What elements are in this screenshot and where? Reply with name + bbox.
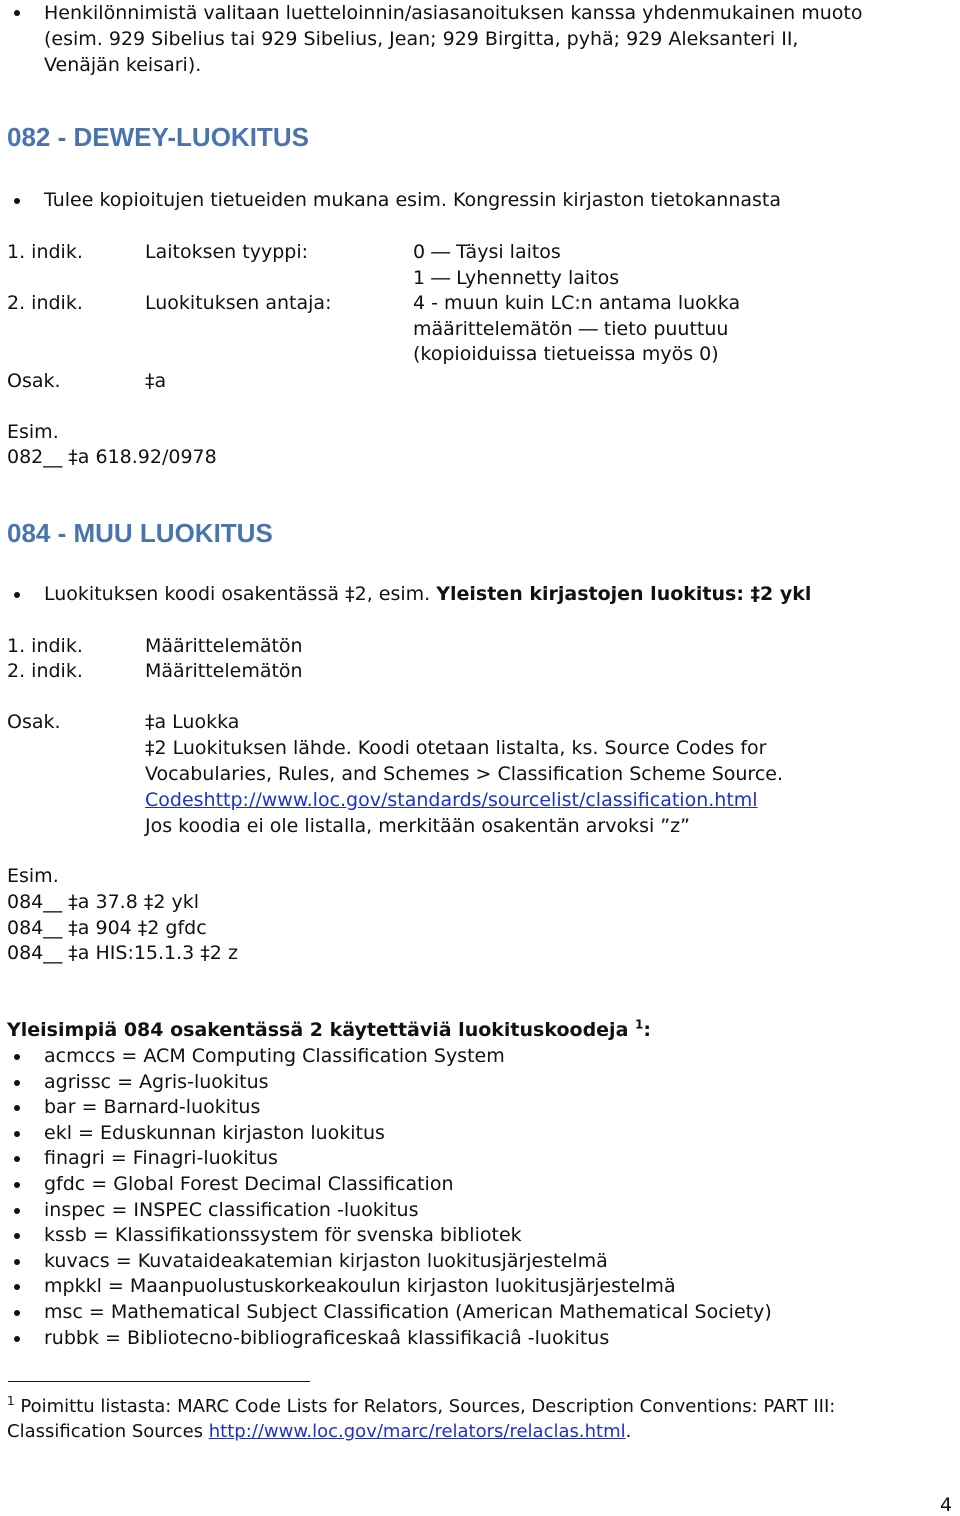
section-084-bullet — [44, 583, 811, 605]
codes-heading-text: Yleisimpiä 084 osakentässä 2 käytettäviä luokituskoodeja — [7, 1019, 629, 1041]
indicator-1-value-1: 0 ― Täysi laitos — [413, 241, 561, 263]
osak-line-1: ‡a Luokka — [145, 711, 240, 733]
indicator-2-title: Luokituksen antaja: — [145, 292, 332, 314]
indicator-1-label: 1. indik. — [7, 241, 83, 263]
list-bullet — [14, 1054, 20, 1060]
code-list-item: bar = Barnard-luokitus — [44, 1096, 261, 1118]
indicator-2-label: 2. indik. — [7, 660, 83, 682]
section-084-bullet-text: Luokituksen koodi osakentässä ‡2, esim. — [44, 583, 437, 605]
intro-line-2: (esim. 929 Sibelius tai 929 Sibelius, Jean; 929 Birgitta, pyhä; 929 Aleksanteri II, — [44, 28, 799, 50]
list-bullet — [14, 592, 20, 598]
osak-line-3: Vocabularies, Rules, and Schemes > Classification Scheme Source. — [145, 763, 784, 785]
example-line: 084__ ‡a HIS:15.1.3 ‡2 z — [7, 942, 238, 964]
codes-heading — [7, 1019, 651, 1041]
list-bullet — [14, 1080, 20, 1086]
list-bullet — [14, 1208, 20, 1214]
intro-line-3: Venäjän keisari). — [44, 54, 202, 76]
code-list-item: kuvacs = Kuvataideakatemian kirjaston luokitusjärjestelmä — [44, 1250, 608, 1272]
indicator-2-value-2: määrittelemätön ― tieto puuttuu — [413, 318, 729, 340]
example-line: 084__ ‡a 37.8 ‡2 ykl — [7, 891, 199, 913]
indicator-1-title: Laitoksen tyyppi: — [145, 241, 308, 263]
list-bullet — [14, 1233, 20, 1239]
list-bullet — [14, 1259, 20, 1265]
indicator-1-value-2: 1 ― Lyhennetty laitos — [413, 267, 620, 289]
code-list-item: mpkkl = Maanpuolustuskorkeakoulun kirjaston luokitusjärjestelmä — [44, 1275, 676, 1297]
codes-heading-colon: : — [643, 1019, 651, 1041]
classification-sources-link[interactable]: Codeshttp://www.loc.gov/standards/sourcelist/classification.html — [145, 789, 758, 811]
code-list-item: kssb = Klassifikationssystem för svenska bibliotek — [44, 1224, 522, 1246]
example-line: 084__ ‡a 904 ‡2 gfdc — [7, 917, 207, 939]
section-084-heading: 084 - MUU LUOKITUS — [7, 518, 273, 548]
osak-label: Osak. — [7, 711, 61, 733]
footnote-text: Poimittu listasta: MARC Code Lists for Relators, Sources, Description Conventions: PART III: — [14, 1396, 836, 1417]
list-bullet — [14, 1105, 20, 1111]
list-bullet — [14, 198, 20, 204]
example-label: Esim. — [7, 421, 59, 443]
footnote-line-1 — [7, 1396, 835, 1418]
indicator-2-value-1: 4 - muun kuin LC:n antama luokka — [413, 292, 741, 314]
intro-line-1: Henkilönnimistä valitaan luetteloinnin/asiasanoituksen kanssa yhdenmukainen muoto — [44, 2, 863, 24]
code-list-item: finagri = Finagri-luokitus — [44, 1147, 278, 1169]
code-list-item: msc = Mathematical Subject Classification (American Mathematical Society) — [44, 1301, 772, 1323]
list-bullet — [14, 1131, 20, 1137]
indicator-2-label: 2. indik. — [7, 292, 83, 314]
osak-label: Osak. — [7, 370, 61, 392]
footnote-marker: 1 — [7, 1394, 15, 1408]
footnote-end: . — [625, 1421, 632, 1442]
code-list-item: rubbk = Bibliotecno-bibliograficeskaâ klassifikaciâ -luokitus — [44, 1327, 610, 1349]
page-number: 4 — [940, 1494, 953, 1516]
example-line: 082__ ‡a 618.92/0978 — [7, 446, 217, 468]
code-list-item: acmccs = ACM Computing Classification System — [44, 1045, 505, 1067]
indicator-2-value-3: (kopioiduissa tietueissa myös 0) — [413, 343, 719, 365]
relators-link[interactable]: http://www.loc.gov/marc/relators/relaclas.html — [208, 1421, 626, 1442]
list-bullet — [14, 1284, 20, 1290]
list-bullet — [14, 1336, 20, 1342]
section-082-heading: 082 - DEWEY-LUOKITUS — [7, 122, 309, 152]
osak-line-5: Jos koodia ei ole listalla, merkitään osakentän arvoksi ”z” — [145, 815, 690, 837]
footnote-line-2 — [7, 1421, 631, 1443]
list-bullet — [14, 1182, 20, 1188]
section-082-bullet: Tulee kopioitujen tietueiden mukana esim. Kongressin kirjaston tietokannasta — [44, 189, 782, 211]
section-084-bullet-emphasis: Yleisten kirjastojen luokitus: ‡2 ykl — [436, 583, 812, 605]
code-list-item: ekl = Eduskunnan kirjaston luokitus — [44, 1122, 385, 1144]
footnote-ref: 1 — [635, 1017, 644, 1032]
osak-value: ‡a — [145, 370, 167, 392]
osak-line-2: ‡2 Luokituksen lähde. Koodi otetaan listalta, ks. Source Codes for — [145, 737, 767, 759]
indicator-2-value: Määrittelemätön — [145, 660, 303, 682]
indicator-1-value: Määrittelemätön — [145, 635, 303, 657]
code-list-item: gfdc = Global Forest Decimal Classification — [44, 1173, 454, 1195]
list-bullet — [14, 1310, 20, 1316]
indicator-1-label: 1. indik. — [7, 635, 83, 657]
code-list-item: agrissc = Agris-luokitus — [44, 1071, 269, 1093]
list-bullet — [14, 10, 20, 16]
example-label: Esim. — [7, 865, 59, 887]
code-list-item: inspec = INSPEC classification -luokitus — [44, 1199, 419, 1221]
list-bullet — [14, 1156, 20, 1162]
footnote-separator — [8, 1381, 310, 1382]
footnote-text-2: Classification Sources — [7, 1421, 209, 1442]
